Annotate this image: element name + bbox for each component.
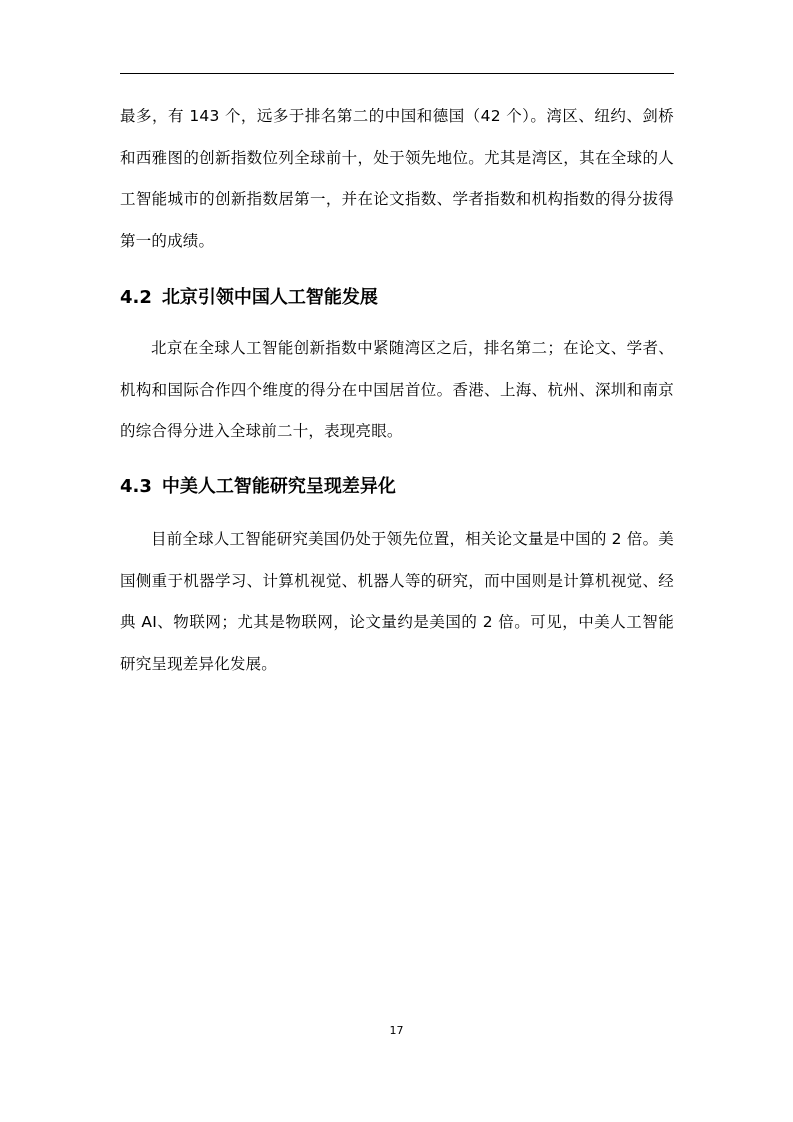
section-heading-4-2 [120, 286, 674, 310]
section-heading-4-3 [120, 475, 674, 499]
page-number: 17 [389, 1024, 404, 1037]
page-body [120, 96, 674, 685]
section-number: 4.3 [120, 476, 152, 497]
paragraph-beijing: 北京在全球人工智能创新指数中紧随湾区之后，排名第二；在论文、学者、机构和国际合作四个维度的得分在中国居首位。香港、上海、杭州、深圳和南京的综合得分进入全球前二十，表现亮眼。 [120, 339, 674, 440]
section-number: 4.2 [120, 287, 152, 308]
paragraph-intro-continuation: 最多，有 143 个，远多于排名第二的中国和德国（42 个）。湾区、纽约、剑桥和西雅图的创新指数位列全球前十，处于领先地位。尤其是湾区，其在全球的人工智能城市的创新指数居第一，并在论文指数、学者指数和机构指数的得分拔得第一的成绩。 [120, 107, 674, 250]
paragraph-china-us: 目前全球人工智能研究美国仍处于领先位置，相关论文量是中国的 2 倍。美国侧重于机器学习、计算机视觉、机器人等的研究，而中国则是计算机视觉、经典 AI、物联网；尤其是物联网，论文量约是美国的 2 倍。可见，中美人工智能研究呈现差异化发展。 [120, 530, 674, 673]
header-rule [120, 73, 674, 74]
section-title: 中美人工智能研究呈现差异化 [161, 476, 396, 497]
section-title: 北京引领中国人工智能发展 [161, 287, 378, 308]
